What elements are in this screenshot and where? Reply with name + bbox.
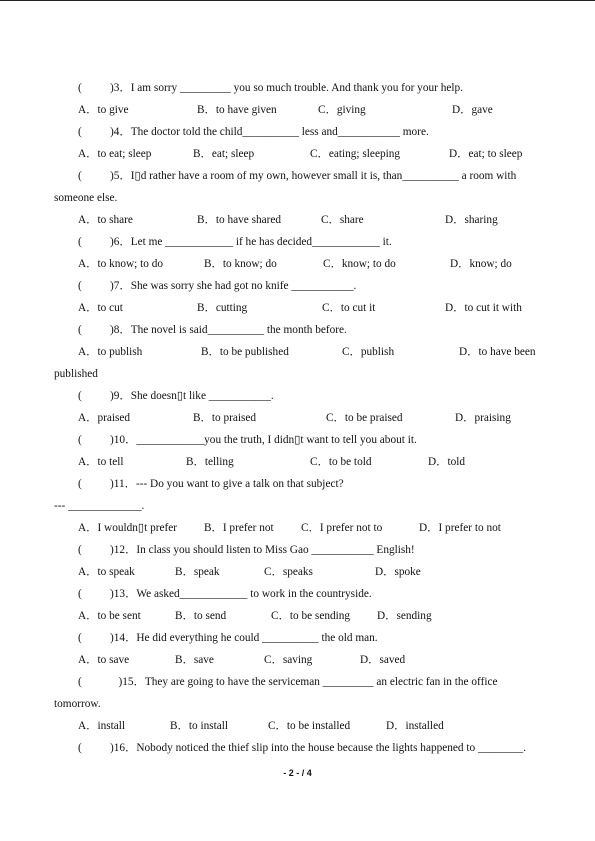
question-13-option-d: D．sending: [377, 610, 432, 622]
question-3-stem: ( )3．I am sorry _________ you so much trouble. And thank you for your help.: [78, 82, 463, 94]
question-14-option-a: A．to save: [78, 654, 130, 666]
question-6-stem: ( )6．Let me ____________ if he has decided____________ it.: [78, 236, 392, 248]
question-10-option-d: D．told: [428, 456, 466, 468]
question-5-option-b: B．to have shared: [197, 214, 282, 226]
question-11-stem-continued: --- _____________.: [54, 500, 145, 512]
question-4-option-b: B．eat; sleep: [193, 148, 255, 160]
question-9-option-d: D．praising: [455, 412, 511, 424]
question-3-option-c: C．giving: [318, 104, 366, 116]
question-7-option-b: B．cutting: [197, 302, 248, 314]
question-13-option-a: A．to be sent: [78, 610, 141, 622]
question-10-option-c: C．to be told: [310, 456, 372, 468]
question-15-option-c: C．to be installed: [268, 720, 351, 732]
question-11-option-c: C．I prefer not to: [301, 522, 383, 534]
question-8-option-a: A．to publish: [78, 346, 143, 358]
top-border: [0, 0, 595, 1]
question-14-option-d: D．saved: [360, 654, 406, 666]
question-8-stem: ( )8．The novel is said__________ the month before.: [78, 324, 347, 336]
question-13-stem: ( )13．We asked____________ to work in the countryside.: [78, 588, 372, 600]
question-12-option-d: D．spoke: [375, 566, 421, 578]
question-13-option-c: C．to be sending: [271, 610, 351, 622]
question-3-option-a: A．to give: [78, 104, 129, 116]
question-4-option-c: C．eating; sleeping: [310, 148, 401, 160]
question-14-option-c: C．saving: [264, 654, 313, 666]
question-10-stem: ( )10．____________you the truth, I didn▯t want to tell you about it.: [78, 434, 417, 446]
question-9-stem: ( )9．She doesn▯t like ___________.: [78, 390, 274, 402]
question-8-option-d-continued: published: [54, 368, 98, 380]
question-13-option-b: B．to send: [175, 610, 227, 622]
question-10-option-b: B．telling: [186, 456, 234, 468]
question-8-option-b: B．to be published: [201, 346, 289, 358]
question-4-option-a: A．to eat; sleep: [78, 148, 152, 160]
question-5-stem: ( )5．I▯d rather have a room of my own, however small it is, than__________ a room with: [78, 170, 517, 182]
question-5-option-c: C．share: [321, 214, 364, 226]
question-15-option-a: A．install: [78, 720, 126, 732]
question-5-stem-continued: someone else.: [54, 192, 118, 204]
question-7-option-a: A．to cut: [78, 302, 123, 314]
question-5-option-d: D．sharing: [445, 214, 498, 226]
question-3-option-b: B．to have given: [197, 104, 277, 116]
question-9-option-c: C．to be praised: [326, 412, 403, 424]
question-16-stem: ( )16．Nobody noticed the thief slip into the house because the lights happened to ________.: [78, 742, 527, 754]
question-12-option-c: C．speaks: [264, 566, 313, 578]
question-15-stem: ( )15．They are going to have the serviceman _________ an electric fan in the office: [78, 676, 498, 688]
question-5-option-a: A．to share: [78, 214, 133, 226]
question-11-stem: ( )11．--- Do you want to give a talk on that subject?: [78, 478, 344, 490]
question-7-option-d: D．to cut it with: [445, 302, 522, 314]
question-10-option-a: A．to tell: [78, 456, 124, 468]
question-9-option-b: B．to praised: [193, 412, 257, 424]
question-11-option-d: D．I prefer to not: [419, 522, 501, 534]
question-4-stem: ( )4．The doctor told the child__________ less and___________ more.: [78, 126, 429, 138]
question-11-option-b: B．I prefer not: [204, 522, 274, 534]
question-6-option-c: C．know; to do: [323, 258, 396, 270]
question-6-option-b: B．to know; do: [204, 258, 277, 270]
question-11-option-a: A．I wouldn▯t prefer: [78, 522, 178, 534]
question-7-option-c: C．to cut it: [322, 302, 376, 314]
question-12-stem: ( )12．In class you should listen to Miss Gao ___________ English!: [78, 544, 415, 556]
question-15-option-d: D．installed: [386, 720, 444, 732]
question-12-option-a: A．to speak: [78, 566, 135, 578]
question-8-option-c: C．publish: [342, 346, 395, 358]
question-7-stem: ( )7．She was sorry she had got no knife ___________.: [78, 280, 357, 292]
question-4-option-d: D．eat; to sleep: [449, 148, 523, 160]
question-15-option-b: B．to install: [170, 720, 229, 732]
question-6-option-d: D．know; do: [450, 258, 512, 270]
question-14-stem: ( )14．He did everything he could __________ the old man.: [78, 632, 378, 644]
question-9-option-a: A．praised: [78, 412, 131, 424]
question-3-option-d: D．gave: [452, 104, 493, 116]
question-14-option-b: B．save: [175, 654, 214, 666]
question-12-option-b: B．speak: [175, 566, 220, 578]
question-8-option-d: D．to have been: [459, 346, 536, 358]
question-15-stem-continued: tomorrow.: [54, 698, 101, 710]
question-6-option-a: A．to know; to do: [78, 258, 164, 270]
page-number: - 2 - / 4: [283, 768, 312, 778]
